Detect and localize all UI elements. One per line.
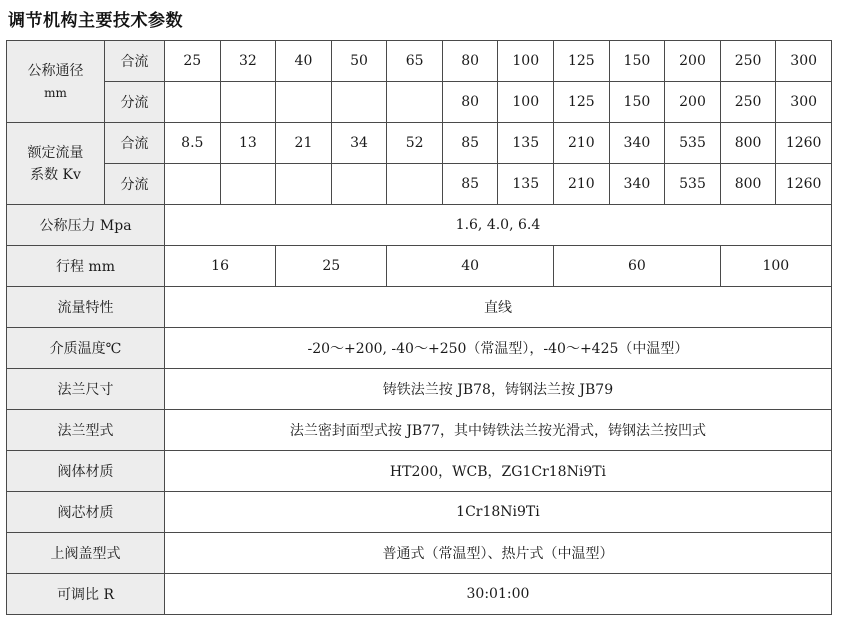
table-cell: 65 xyxy=(387,41,443,82)
sub-header-combined: 合流 xyxy=(105,41,165,82)
table-row xyxy=(7,369,832,410)
table-cell xyxy=(220,164,276,205)
bonnet-type-value: 普通式（常温型）、热片式（中温型） xyxy=(165,533,832,574)
table-cell: 1260 xyxy=(776,164,832,205)
table-cell: 32 xyxy=(220,41,276,82)
table-cell: 25 xyxy=(276,246,387,287)
table-cell xyxy=(276,82,332,123)
table-row xyxy=(7,164,832,205)
table-cell xyxy=(387,164,443,205)
table-cell: 340 xyxy=(609,123,665,164)
rangeability-value: 30:01:00 xyxy=(165,574,832,615)
table-cell xyxy=(220,82,276,123)
sub-header-combined: 合流 xyxy=(105,123,165,164)
nominal-pressure-value: 1.6, 4.0, 6.4 xyxy=(165,205,832,246)
table-cell: 210 xyxy=(554,123,610,164)
table-row xyxy=(7,246,832,287)
sub-header-split: 分流 xyxy=(105,164,165,205)
table-cell: 800 xyxy=(720,123,776,164)
row-header-medium-temperature: 介质温度℃ xyxy=(7,328,165,369)
table-cell: 52 xyxy=(387,123,443,164)
flow-characteristic-value: 直线 xyxy=(165,287,832,328)
table-cell: 210 xyxy=(554,164,610,205)
sub-header-split: 分流 xyxy=(105,82,165,123)
table-cell: 8.5 xyxy=(165,123,221,164)
page-title: 调节机构主要技术参数 xyxy=(8,11,183,31)
table-cell: 125 xyxy=(554,82,610,123)
table-cell: 250 xyxy=(720,82,776,123)
table-cell: 535 xyxy=(665,164,721,205)
table-cell: 340 xyxy=(609,164,665,205)
table-cell xyxy=(165,164,221,205)
table-cell: 200 xyxy=(665,41,721,82)
row-header-flange-size: 法兰尺寸 xyxy=(7,369,165,410)
table-cell: 13 xyxy=(220,123,276,164)
table-cell: 1260 xyxy=(776,123,832,164)
table-row xyxy=(7,41,832,82)
row-header-plug-material: 阀芯材质 xyxy=(7,492,165,533)
table-cell: 60 xyxy=(554,246,721,287)
body-material-value: HT200，WCB，ZG1Cr18Ni9Ti xyxy=(165,451,832,492)
table-cell: 85 xyxy=(442,164,498,205)
table-cell: 40 xyxy=(276,41,332,82)
table-row xyxy=(7,492,832,533)
table-row xyxy=(7,410,832,451)
table-cell: 100 xyxy=(498,82,554,123)
table-cell: 40 xyxy=(387,246,554,287)
table-cell: 100 xyxy=(498,41,554,82)
row-header-flow-characteristic: 流量特性 xyxy=(7,287,165,328)
table-cell: 150 xyxy=(609,41,665,82)
row-header-nominal-pressure: 公称压力 Mpa xyxy=(7,205,165,246)
table-cell: 250 xyxy=(720,41,776,82)
table-cell: 80 xyxy=(442,41,498,82)
table-cell: 200 xyxy=(665,82,721,123)
table-row xyxy=(7,123,832,164)
table-cell: 21 xyxy=(276,123,332,164)
row-header-flange-type: 法兰型式 xyxy=(7,410,165,451)
table-cell: 16 xyxy=(165,246,276,287)
flange-type-value: 法兰密封面型式按 JB77，其中铸铁法兰按光滑式，铸钢法兰按凹式 xyxy=(165,410,832,451)
row-header-body-material: 阀体材质 xyxy=(7,451,165,492)
table-cell: 150 xyxy=(609,82,665,123)
row-header-stroke: 行程 mm xyxy=(7,246,165,287)
table-cell: 25 xyxy=(165,41,221,82)
table-cell: 80 xyxy=(442,82,498,123)
table-cell: 100 xyxy=(720,246,831,287)
table-row xyxy=(7,574,832,615)
table-cell: 300 xyxy=(776,82,832,123)
table-row xyxy=(7,328,832,369)
table-cell xyxy=(276,164,332,205)
table-cell xyxy=(331,164,387,205)
table-cell xyxy=(165,82,221,123)
table-cell: 135 xyxy=(498,164,554,205)
medium-temperature-value: -20～+200, -40～+250（常温型），-40～+425（中温型） xyxy=(165,328,832,369)
table-cell: 85 xyxy=(442,123,498,164)
table-cell: 125 xyxy=(554,41,610,82)
table-row xyxy=(7,287,832,328)
row-header-bonnet-type: 上阀盖型式 xyxy=(7,533,165,574)
table-cell xyxy=(331,82,387,123)
table-cell: 300 xyxy=(776,41,832,82)
spec-table xyxy=(6,40,832,615)
table-cell: 50 xyxy=(331,41,387,82)
table-row xyxy=(7,205,832,246)
flange-size-value: 铸铁法兰按 JB78，铸钢法兰按 JB79 xyxy=(165,369,832,410)
table-cell: 800 xyxy=(720,164,776,205)
table-cell: 34 xyxy=(331,123,387,164)
table-cell: 135 xyxy=(498,123,554,164)
plug-material-value: 1Cr18Ni9Ti xyxy=(165,492,832,533)
row-header-flow-coefficient: 额定流量 系数 Kv xyxy=(7,123,105,205)
table-row xyxy=(7,451,832,492)
table-row xyxy=(7,82,832,123)
table-cell: 535 xyxy=(665,123,721,164)
table-row xyxy=(7,533,832,574)
table-cell xyxy=(387,82,443,123)
row-header-rangeability: 可调比 R xyxy=(7,574,165,615)
row-header-nominal-diameter: 公称通径 mm xyxy=(7,41,105,123)
